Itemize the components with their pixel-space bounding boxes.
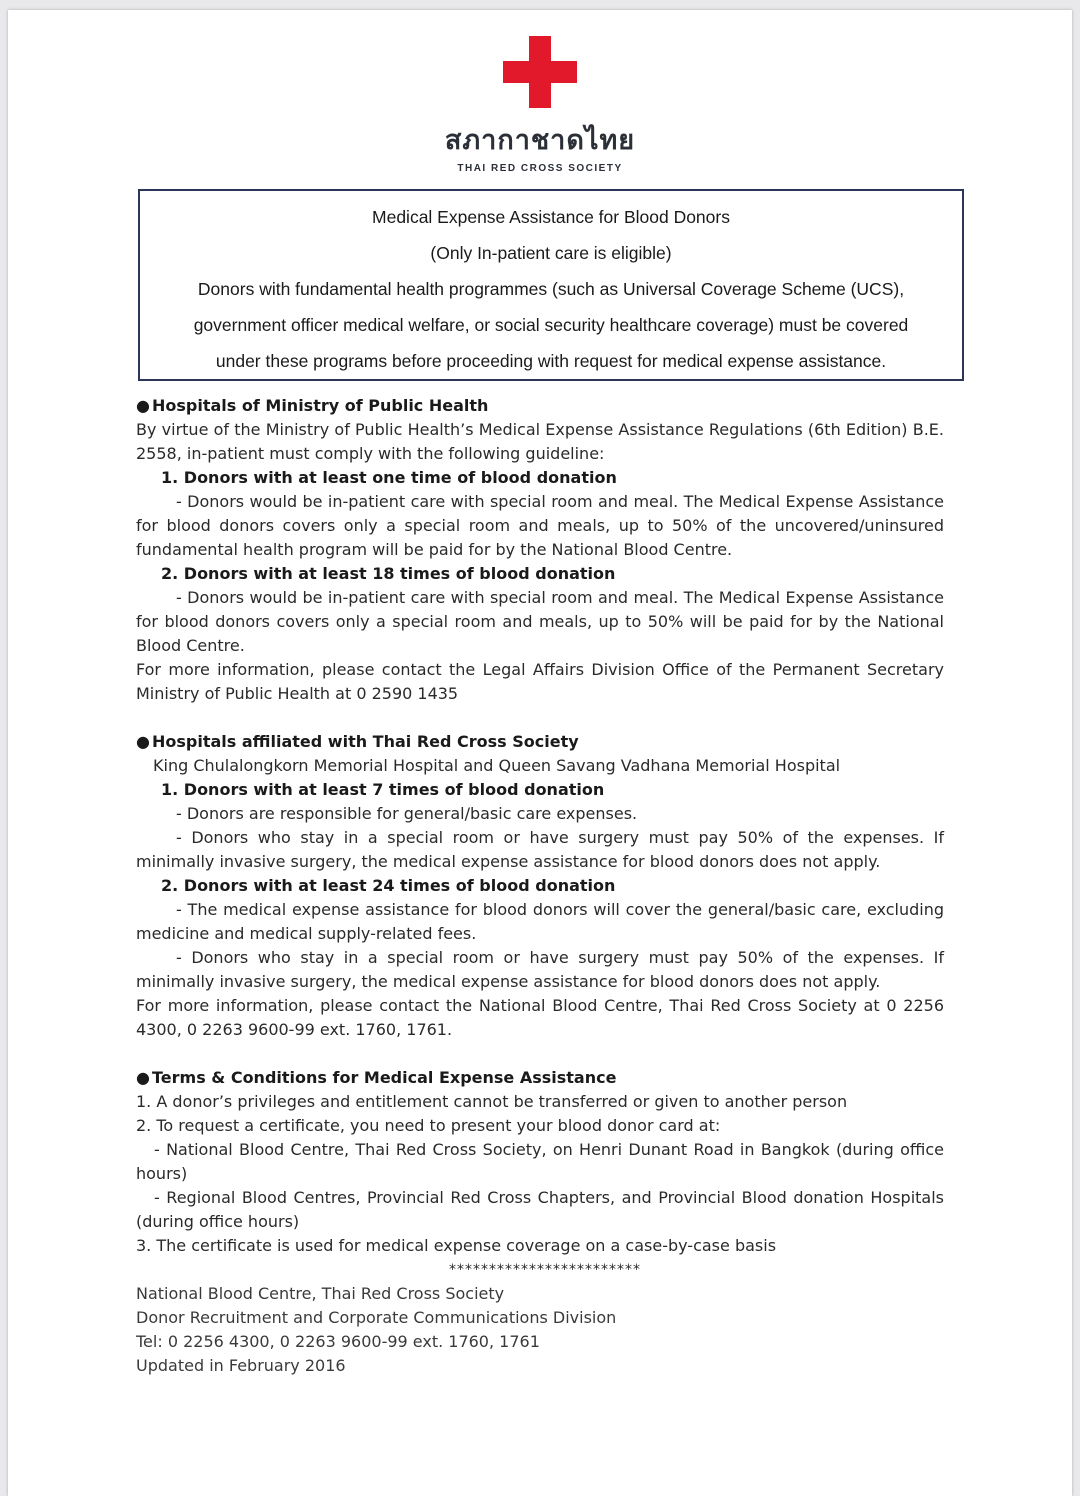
trcs-item2-text-b: - Donors who stay in a special room or have surgery must pay 50% of the expenses. If minimally invasive surgery, the medical expense assistance for blood donors does not apply. bbox=[136, 948, 944, 991]
logo-english-name: THAI RED CROSS SOCIETY bbox=[457, 163, 623, 174]
moph-item2-text: - Donors would be in-patient care with special room and meal. The Medical Expense Assistance for blood donors covers only a special room and meals, up to 50% will be paid for by the National Blood Centre. bbox=[136, 588, 944, 655]
red-cross-icon bbox=[503, 36, 577, 108]
moph-item1-title: 1. Donors with at least one time of blood donation bbox=[161, 468, 617, 487]
trcs-hospitals: King Chulalongkorn Memorial Hospital and Queen Savang Vadhana Memorial Hospital bbox=[153, 756, 841, 775]
section-heading-trcs: ● Hospitals affiliated with Thai Red Cross Society bbox=[136, 730, 944, 754]
notice-line: Donors with fundamental health programmes (such as Universal Coverage Scheme (UCS), bbox=[197, 279, 905, 299]
trcs-item1-title: 1. Donors with at least 7 times of blood donation bbox=[161, 780, 605, 799]
terms-item2-sub2: - Regional Blood Centres, Provincial Red Cross Chapters, and Provincial Blood donation Hospitals (during office hours) bbox=[136, 1188, 944, 1231]
notice-line: under these programs before proceeding with request for medical expense assistance. bbox=[215, 351, 887, 371]
thai-red-cross-logo bbox=[8, 36, 1072, 174]
notice-subtitle: (Only In-patient care is eligible) bbox=[430, 243, 672, 263]
notice-line: government officer medical welfare, or social security healthcare coverage) must be covered bbox=[193, 315, 909, 335]
footer-updated-date: Updated in February 2016 bbox=[136, 1356, 346, 1375]
logo-thai-name: สภากาชาดไทย bbox=[444, 125, 636, 156]
moph-item2-title: 2. Donors with at least 18 times of blood donation bbox=[161, 564, 616, 583]
document-body bbox=[136, 394, 944, 1378]
moph-intro: By virtue of the Ministry of Public Health’s Medical Expense Assistance Regulations (6th Edition) B.E. 2558, in-patient must comply with the following guideline: bbox=[136, 420, 944, 463]
section-heading-terms: ● Terms & Conditions for Medical Expense Assistance bbox=[136, 1066, 944, 1090]
trcs-item1-text-a: - Donors are responsible for general/basic care expenses. bbox=[176, 804, 638, 823]
trcs-contact: For more information, please contact the National Blood Centre, Thai Red Cross Society at 0 2256 4300, 0 2263 9600-99 ext. 1760, 1761. bbox=[136, 996, 944, 1039]
footer-contact-block bbox=[136, 1282, 944, 1378]
moph-item1-text: - Donors would be in-patient care with special room and meal. The Medical Expense Assistance for blood donors covers only a special room and meals, up to 50% of the uncovered/uninsured fundamental health program will be paid for by the National Blood Centre. bbox=[136, 492, 944, 559]
terms-item2-sub1: - National Blood Centre, Thai Red Cross Society, on Henri Dunant Road in Bangkok (during office hours) bbox=[136, 1140, 944, 1183]
footer-organization: National Blood Centre, Thai Red Cross Society bbox=[136, 1284, 505, 1303]
terms-item1: 1. A donor’s privileges and entitlement cannot be transferred or given to another person bbox=[136, 1092, 848, 1111]
trcs-item2-text-a: - The medical expense assistance for blood donors will cover the general/basic care, excluding medicine and medical supply-related fees. bbox=[136, 900, 944, 943]
terms-item3: 3. The certificate is used for medical expense coverage on a case-by-case basis bbox=[136, 1236, 777, 1255]
bullet-icon: ● bbox=[136, 732, 150, 751]
moph-contact: For more information, please contact the Legal Affairs Division Office of the Permanent Secretary Ministry of Public Health at 0 2590 1435 bbox=[136, 660, 944, 703]
trcs-item1-text-b: - Donors who stay in a special room or have surgery must pay 50% of the expenses. If minimally invasive surgery, the medical expense assistance for blood donors does not apply. bbox=[136, 828, 944, 871]
trcs-item2-title: 2. Donors with at least 24 times of blood donation bbox=[161, 876, 616, 895]
section-heading-moph: ● Hospitals of Ministry of Public Health bbox=[136, 394, 944, 418]
document-page bbox=[8, 10, 1072, 1496]
separator-line: ************************ bbox=[449, 1262, 641, 1278]
notice-title: Medical Expense Assistance for Blood Donors bbox=[372, 207, 730, 227]
footer-division: Donor Recruitment and Corporate Communications Division bbox=[136, 1308, 617, 1327]
terms-item2: 2. To request a certificate, you need to present your blood donor card at: bbox=[136, 1116, 721, 1135]
footer-phone: Tel: 0 2256 4300, 0 2263 9600-99 ext. 1760, 1761 bbox=[136, 1332, 540, 1351]
bullet-icon: ● bbox=[136, 1068, 150, 1087]
bullet-icon: ● bbox=[136, 396, 150, 415]
eligibility-notice-box bbox=[138, 189, 964, 381]
